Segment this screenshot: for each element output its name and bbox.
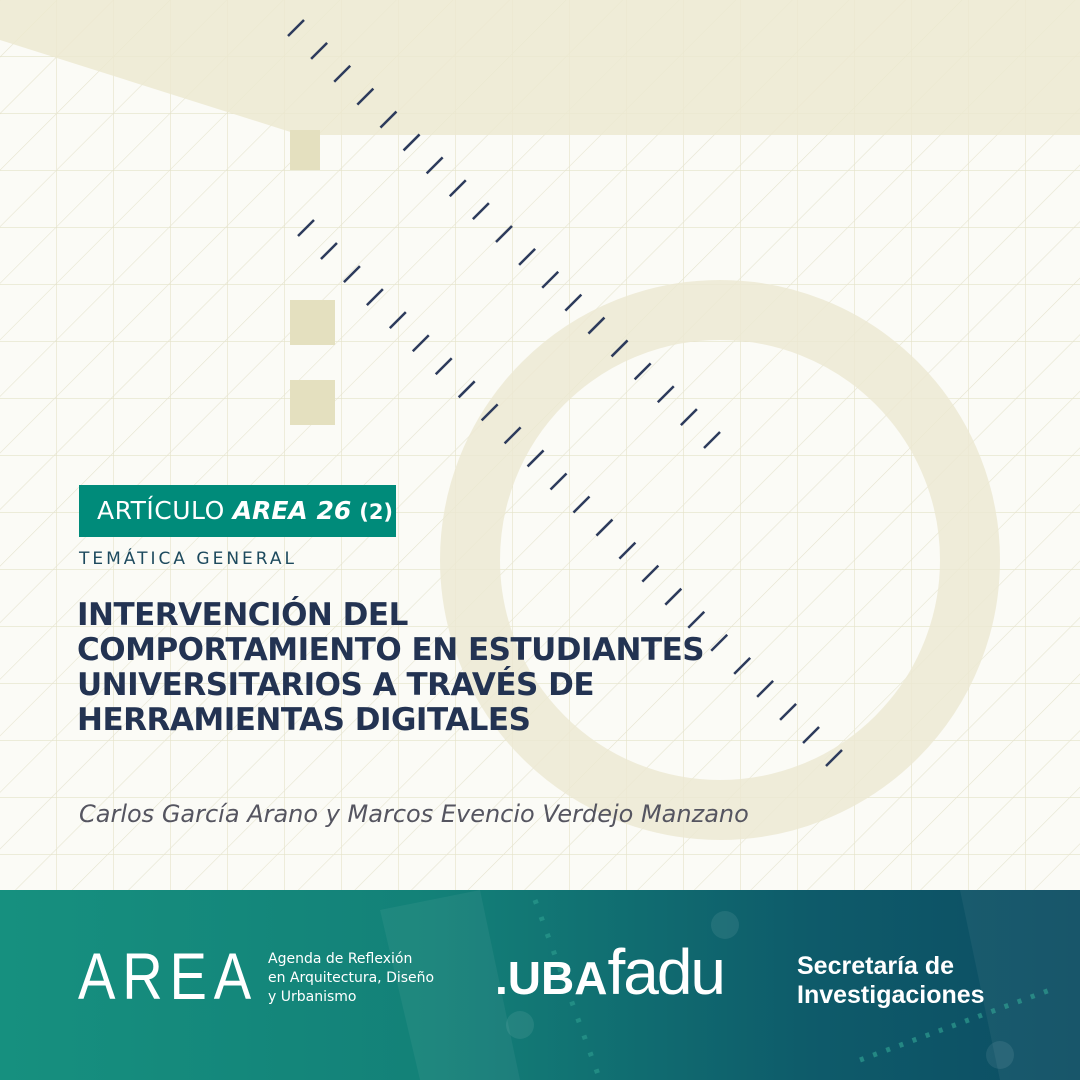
authors: Carlos García Arano y Marcos Evencio Verdejo Manzano — [79, 800, 749, 828]
uba-text: .UBA — [495, 952, 608, 1004]
secretaria-logo — [797, 952, 985, 1010]
badge-prefix: ARTÍCULO — [97, 496, 225, 525]
badge-issue: (2) — [359, 500, 394, 524]
secretaria-line: Investigaciones — [797, 981, 985, 1009]
article-title — [77, 598, 717, 738]
article-badge — [79, 485, 396, 537]
desc-line: en Arquitectura, Diseño — [268, 970, 435, 986]
desc-line: y Urbanismo — [268, 989, 357, 1005]
desc-line: Agenda de Reflexión — [268, 951, 413, 967]
title-line: HERRAMIENTAS DIGITALES — [77, 702, 531, 738]
title-line: COMPORTAMIENTO EN ESTUDIANTES — [77, 632, 705, 668]
area-logo: AREA — [78, 939, 258, 1013]
section-label: TEMÁTICA GENERAL — [79, 549, 297, 569]
uba-fadu-logo — [495, 935, 724, 1009]
badge-journal: AREA 26 — [232, 496, 352, 525]
title-line: UNIVERSITARIOS A TRAVÉS DE — [77, 667, 595, 703]
area-description — [268, 950, 434, 1007]
fadu-text: fadu — [607, 936, 725, 1008]
footer-banner — [0, 890, 1080, 1080]
title-line: INTERVENCIÓN DEL — [77, 597, 408, 633]
secretaria-line: Secretaría de — [797, 952, 955, 980]
